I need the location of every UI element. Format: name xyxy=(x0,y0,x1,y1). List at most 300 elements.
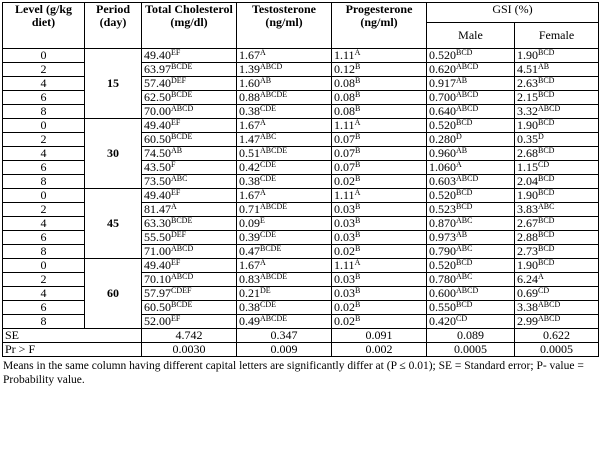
chol-significance-letters: EF xyxy=(171,188,181,197)
prog-significance-letters: B xyxy=(355,90,361,99)
testo-significance-letters: A xyxy=(260,118,266,127)
chol-significance-letters: CDEF xyxy=(171,286,192,295)
level-cell: 0 xyxy=(3,189,85,203)
prog-value: 0.02 xyxy=(334,244,355,258)
testo-value: 0.09 xyxy=(239,216,260,230)
level-cell: 6 xyxy=(3,161,85,175)
prog-value: 0.03 xyxy=(334,202,355,216)
testo-value: 0.83 xyxy=(239,272,260,286)
male-significance-letters: ABCD xyxy=(456,104,479,113)
prog-value: 0.12 xyxy=(334,62,355,76)
prog-value: 1.11 xyxy=(334,258,355,272)
testo-value: 0.49 xyxy=(239,314,260,328)
testo-cell xyxy=(237,245,332,259)
female-value: 3.83 xyxy=(517,202,538,216)
prog-cell xyxy=(332,91,427,105)
female-significance-letters: BCD xyxy=(538,174,555,183)
female-significance-letters: BCD xyxy=(538,230,555,239)
female-value: 2.68 xyxy=(517,146,538,160)
female-cell xyxy=(515,301,599,315)
female-value: 3.38 xyxy=(517,300,538,314)
chol-value: 52.00 xyxy=(144,314,171,328)
male-value: 0.520 xyxy=(429,258,456,272)
chol-significance-letters: EF xyxy=(171,48,181,57)
male-cell xyxy=(427,203,515,217)
prog-summary-value: 0.091 xyxy=(332,329,427,343)
female-value: 3.32 xyxy=(517,104,538,118)
prog-value: 0.07 xyxy=(334,146,355,160)
female-value: 2.73 xyxy=(517,244,538,258)
testo-significance-letters: CDE xyxy=(260,300,276,309)
chol-cell xyxy=(142,189,237,203)
male-significance-letters: ABCD xyxy=(456,286,479,295)
male-cell xyxy=(427,189,515,203)
male-significance-letters: D xyxy=(456,132,462,141)
testo-cell xyxy=(237,119,332,133)
male-significance-letters: A xyxy=(456,160,462,169)
male-value: 0.790 xyxy=(429,244,456,258)
summary-label: Pr > F xyxy=(3,343,142,357)
prog-value: 0.03 xyxy=(334,216,355,230)
prog-cell xyxy=(332,259,427,273)
female-cell xyxy=(515,315,599,329)
male-cell xyxy=(427,77,515,91)
prog-value: 1.11 xyxy=(334,188,355,202)
summary-row xyxy=(3,343,599,357)
male-cell xyxy=(427,315,515,329)
chol-significance-letters: BCDE xyxy=(171,90,193,99)
testo-cell xyxy=(237,259,332,273)
period-cell: 45 xyxy=(85,189,142,259)
female-significance-letters: CD xyxy=(538,160,550,169)
prog-cell xyxy=(332,245,427,259)
female-significance-letters: ABCD xyxy=(538,314,561,323)
testo-significance-letters: CDE xyxy=(260,160,276,169)
header-male: Male xyxy=(427,23,515,49)
testo-significance-letters: ABCDE xyxy=(260,314,288,323)
testo-summary-value: 0.009 xyxy=(237,343,332,357)
testo-significance-letters: CDE xyxy=(260,104,276,113)
header-level: Level (g/kg diet) xyxy=(3,3,85,49)
prog-value: 0.02 xyxy=(334,174,355,188)
header-progesterone: Progesterone (ng/ml) xyxy=(332,3,427,49)
prog-cell xyxy=(332,273,427,287)
testo-cell xyxy=(237,133,332,147)
female-cell xyxy=(515,91,599,105)
testo-significance-letters: E xyxy=(260,216,265,225)
testo-cell xyxy=(237,203,332,217)
male-value: 0.280 xyxy=(429,132,456,146)
testo-value: 0.71 xyxy=(239,202,260,216)
female-value: 0.35 xyxy=(517,132,538,146)
male-cell xyxy=(427,161,515,175)
header-cholesterol: Total Cholesterol (mg/dl) xyxy=(142,3,237,49)
testo-cell xyxy=(237,49,332,63)
female-value: 2.04 xyxy=(517,174,538,188)
male-value: 0.870 xyxy=(429,216,456,230)
level-cell: 8 xyxy=(3,315,85,329)
female-value: 2.63 xyxy=(517,76,538,90)
level-cell: 2 xyxy=(3,273,85,287)
level-cell: 2 xyxy=(3,133,85,147)
male-significance-letters: BCD xyxy=(456,48,473,57)
male-significance-letters: ABCD xyxy=(456,90,479,99)
female-significance-letters: BCD xyxy=(538,188,555,197)
level-cell: 8 xyxy=(3,245,85,259)
female-summary-value: 0.622 xyxy=(515,329,599,343)
prog-cell xyxy=(332,49,427,63)
chol-significance-letters: ABC xyxy=(171,174,188,183)
chol-value: 70.00 xyxy=(144,104,171,118)
chol-significance-letters: F xyxy=(171,160,176,169)
chol-value: 81.47 xyxy=(144,202,171,216)
testo-significance-letters: ABCD xyxy=(260,62,283,71)
chol-value: 60.50 xyxy=(144,300,171,314)
male-cell xyxy=(427,259,515,273)
prog-significance-letters: B xyxy=(355,202,361,211)
male-value: 0.520 xyxy=(429,188,456,202)
chol-cell xyxy=(142,133,237,147)
prog-significance-letters: B xyxy=(355,216,361,225)
male-cell xyxy=(427,147,515,161)
testo-significance-letters: ABC xyxy=(260,132,277,141)
female-significance-letters: BCD xyxy=(538,118,555,127)
testo-value: 0.47 xyxy=(239,244,260,258)
male-summary-value: 0.089 xyxy=(427,329,515,343)
prog-significance-letters: B xyxy=(355,104,361,113)
male-significance-letters: AB xyxy=(456,146,468,155)
level-cell: 4 xyxy=(3,287,85,301)
male-cell xyxy=(427,133,515,147)
level-cell: 8 xyxy=(3,175,85,189)
testo-significance-letters: A xyxy=(260,188,266,197)
period-cell: 15 xyxy=(85,49,142,119)
female-value: 4.51 xyxy=(517,62,538,76)
prog-significance-letters: A xyxy=(354,118,361,127)
prog-cell xyxy=(332,217,427,231)
chol-value: 73.50 xyxy=(144,174,171,188)
prog-cell xyxy=(332,63,427,77)
level-cell: 6 xyxy=(3,91,85,105)
testo-value: 0.38 xyxy=(239,174,260,188)
female-significance-letters: BCD xyxy=(538,216,555,225)
prog-cell xyxy=(332,301,427,315)
table-header xyxy=(3,3,599,49)
testo-value: 0.38 xyxy=(239,104,260,118)
female-significance-letters: BCD xyxy=(538,146,555,155)
chol-value: 62.50 xyxy=(144,90,171,104)
testo-value: 1.67 xyxy=(239,258,260,272)
female-cell xyxy=(515,147,599,161)
chol-value: 57.40 xyxy=(144,76,171,90)
chol-significance-letters: EF xyxy=(171,314,181,323)
testo-value: 0.51 xyxy=(239,146,260,160)
male-cell xyxy=(427,217,515,231)
testo-significance-letters: DE xyxy=(260,286,271,295)
male-value: 0.700 xyxy=(429,90,456,104)
testo-value: 1.67 xyxy=(239,188,260,202)
female-summary-value: 0.0005 xyxy=(515,343,599,357)
level-cell: 4 xyxy=(3,147,85,161)
prog-value: 0.02 xyxy=(334,300,355,314)
chol-significance-letters: A xyxy=(171,202,177,211)
chol-significance-letters: DEF xyxy=(171,230,187,239)
male-cell xyxy=(427,91,515,105)
male-value: 0.523 xyxy=(429,202,456,216)
male-significance-letters: AB xyxy=(456,76,468,85)
chol-value: 63.97 xyxy=(144,62,171,76)
testo-significance-letters: A xyxy=(260,258,266,267)
male-significance-letters: ABC xyxy=(456,216,473,225)
female-cell xyxy=(515,133,599,147)
male-cell xyxy=(427,49,515,63)
testo-value: 0.42 xyxy=(239,160,260,174)
summary-label: SE xyxy=(3,329,142,343)
chol-significance-letters: EF xyxy=(171,258,181,267)
chol-significance-letters: BCDE xyxy=(171,216,193,225)
testo-significance-letters: AB xyxy=(260,76,272,85)
chol-value: 49.40 xyxy=(144,118,171,132)
table-summary xyxy=(3,329,599,357)
prog-value: 0.08 xyxy=(334,76,355,90)
testo-cell xyxy=(237,77,332,91)
chol-significance-letters: EF xyxy=(171,118,181,127)
level-cell: 2 xyxy=(3,203,85,217)
prog-significance-letters: B xyxy=(355,314,361,323)
table-row xyxy=(3,119,599,133)
female-value: 1.90 xyxy=(517,118,538,132)
male-value: 0.973 xyxy=(429,230,456,244)
female-significance-letters: CD xyxy=(538,286,550,295)
female-value: 0.69 xyxy=(517,286,538,300)
prog-cell xyxy=(332,231,427,245)
period-cell: 60 xyxy=(85,259,142,329)
male-significance-letters: ABCD xyxy=(456,174,479,183)
male-significance-letters: ABC xyxy=(456,244,473,253)
header-period: Period (day) xyxy=(85,3,142,49)
male-cell xyxy=(427,63,515,77)
testo-value: 1.67 xyxy=(239,118,260,132)
male-value: 0.640 xyxy=(429,104,456,118)
chol-significance-letters: BCDE xyxy=(171,132,193,141)
prog-cell xyxy=(332,133,427,147)
chol-value: 57.97 xyxy=(144,286,171,300)
testo-cell xyxy=(237,189,332,203)
header-female: Female xyxy=(515,23,599,49)
testo-cell xyxy=(237,175,332,189)
prog-significance-letters: B xyxy=(355,286,361,295)
prog-significance-letters: B xyxy=(355,160,361,169)
chol-cell xyxy=(142,105,237,119)
chol-cell xyxy=(142,217,237,231)
female-cell xyxy=(515,119,599,133)
testo-cell xyxy=(237,315,332,329)
male-value: 0.917 xyxy=(429,76,456,90)
male-value: 0.550 xyxy=(429,300,456,314)
female-cell xyxy=(515,105,599,119)
chol-cell xyxy=(142,175,237,189)
female-value: 2.99 xyxy=(517,314,538,328)
table-body xyxy=(3,49,599,329)
chol-cell xyxy=(142,287,237,301)
male-value: 0.420 xyxy=(429,314,456,328)
female-cell xyxy=(515,287,599,301)
male-cell xyxy=(427,245,515,259)
prog-cell xyxy=(332,161,427,175)
testo-cell xyxy=(237,287,332,301)
chol-value: 74.50 xyxy=(144,146,171,160)
female-significance-letters: AB xyxy=(538,62,550,71)
prog-significance-letters: B xyxy=(355,146,361,155)
prog-cell xyxy=(332,77,427,91)
chol-cell xyxy=(142,49,237,63)
level-cell: 8 xyxy=(3,105,85,119)
male-value: 0.620 xyxy=(429,62,456,76)
testo-significance-letters: ABCDE xyxy=(260,90,288,99)
female-cell xyxy=(515,217,599,231)
prog-significance-letters: B xyxy=(355,300,361,309)
female-cell xyxy=(515,231,599,245)
summary-row xyxy=(3,329,599,343)
table-row xyxy=(3,49,599,63)
testo-cell xyxy=(237,161,332,175)
male-significance-letters: BCD xyxy=(456,300,473,309)
female-cell xyxy=(515,77,599,91)
female-value: 1.90 xyxy=(517,258,538,272)
female-significance-letters: ABCD xyxy=(538,104,561,113)
female-significance-letters: ABC xyxy=(538,202,555,211)
footnote: Means in the same column having different capital letters are significantly differ at (P ≤ 0.01); SE = Standard error; P- value = Probability value. xyxy=(3,360,584,386)
chol-cell xyxy=(142,91,237,105)
prog-value: 0.07 xyxy=(334,132,355,146)
chol-value: 71.00 xyxy=(144,244,171,258)
female-value: 2.88 xyxy=(517,230,538,244)
female-value: 2.15 xyxy=(517,90,538,104)
chol-significance-letters: ABCD xyxy=(171,104,194,113)
male-cell xyxy=(427,231,515,245)
level-cell: 0 xyxy=(3,119,85,133)
prog-value: 0.08 xyxy=(334,104,355,118)
female-value: 1.15 xyxy=(517,160,538,174)
male-value: 0.780 xyxy=(429,272,456,286)
female-value: 1.90 xyxy=(517,188,538,202)
female-significance-letters: BCD xyxy=(538,76,555,85)
chol-cell xyxy=(142,147,237,161)
testo-cell xyxy=(237,91,332,105)
header-testosterone: Testosterone (ng/ml) xyxy=(237,3,332,49)
testo-cell xyxy=(237,105,332,119)
prog-significance-letters: A xyxy=(354,48,361,57)
testo-value: 0.39 xyxy=(239,230,260,244)
male-cell xyxy=(427,105,515,119)
testo-cell xyxy=(237,147,332,161)
prog-cell xyxy=(332,315,427,329)
female-significance-letters: ABCD xyxy=(538,300,561,309)
prog-significance-letters: B xyxy=(355,76,361,85)
prog-cell xyxy=(332,119,427,133)
male-significance-letters: AB xyxy=(456,230,468,239)
chol-value: 63.30 xyxy=(144,216,171,230)
prog-cell xyxy=(332,287,427,301)
prog-value: 0.03 xyxy=(334,230,355,244)
female-significance-letters: BCD xyxy=(538,90,555,99)
testo-cell xyxy=(237,217,332,231)
testo-value: 1.60 xyxy=(239,76,260,90)
testo-significance-letters: ABCDE xyxy=(260,146,288,155)
male-significance-letters: BCD xyxy=(456,118,473,127)
level-cell: 6 xyxy=(3,231,85,245)
male-significance-letters: BCD xyxy=(456,202,473,211)
chol-cell xyxy=(142,63,237,77)
chol-significance-letters: ABCD xyxy=(171,272,194,281)
male-value: 0.520 xyxy=(429,48,456,62)
prog-significance-letters: A xyxy=(354,258,361,267)
prog-value: 1.11 xyxy=(334,118,355,132)
period-cell: 30 xyxy=(85,119,142,189)
female-cell xyxy=(515,175,599,189)
header-gsi: GSI (%) xyxy=(427,3,599,23)
prog-significance-letters: B xyxy=(355,62,361,71)
female-cell xyxy=(515,161,599,175)
table-row xyxy=(3,259,599,273)
testo-value: 0.38 xyxy=(239,300,260,314)
prog-value: 0.03 xyxy=(334,272,355,286)
male-cell xyxy=(427,301,515,315)
female-cell xyxy=(515,259,599,273)
chol-value: 60.50 xyxy=(144,132,171,146)
prog-cell xyxy=(332,147,427,161)
testo-summary-value: 0.347 xyxy=(237,329,332,343)
chol-cell xyxy=(142,273,237,287)
male-value: 0.960 xyxy=(429,146,456,160)
chol-cell xyxy=(142,203,237,217)
prog-cell xyxy=(332,175,427,189)
chol-summary-value: 4.742 xyxy=(142,329,237,343)
prog-value: 0.03 xyxy=(334,286,355,300)
prog-summary-value: 0.002 xyxy=(332,343,427,357)
testo-cell xyxy=(237,231,332,245)
testo-value: 0.88 xyxy=(239,90,260,104)
prog-value: 0.07 xyxy=(334,160,355,174)
chol-cell xyxy=(142,259,237,273)
testo-value: 0.21 xyxy=(239,286,260,300)
female-value: 2.67 xyxy=(517,216,538,230)
male-summary-value: 0.0005 xyxy=(427,343,515,357)
level-cell: 6 xyxy=(3,301,85,315)
chol-value: 55.50 xyxy=(144,230,171,244)
male-value: 0.520 xyxy=(429,118,456,132)
prog-value: 1.11 xyxy=(334,48,355,62)
male-cell xyxy=(427,273,515,287)
female-cell xyxy=(515,189,599,203)
male-significance-letters: ABC xyxy=(456,272,473,281)
chol-significance-letters: DEF xyxy=(171,76,187,85)
testo-value: 1.39 xyxy=(239,62,260,76)
female-cell xyxy=(515,203,599,217)
prog-significance-letters: B xyxy=(355,244,361,253)
female-significance-letters: A xyxy=(538,272,544,281)
prog-cell xyxy=(332,203,427,217)
male-value: 0.600 xyxy=(429,286,456,300)
chol-value: 43.50 xyxy=(144,160,171,174)
female-cell xyxy=(515,49,599,63)
prog-value: 0.02 xyxy=(334,314,355,328)
chol-cell xyxy=(142,301,237,315)
testo-cell xyxy=(237,273,332,287)
prog-significance-letters: B xyxy=(355,132,361,141)
prog-significance-letters: B xyxy=(355,174,361,183)
chol-significance-letters: AB xyxy=(171,146,183,155)
